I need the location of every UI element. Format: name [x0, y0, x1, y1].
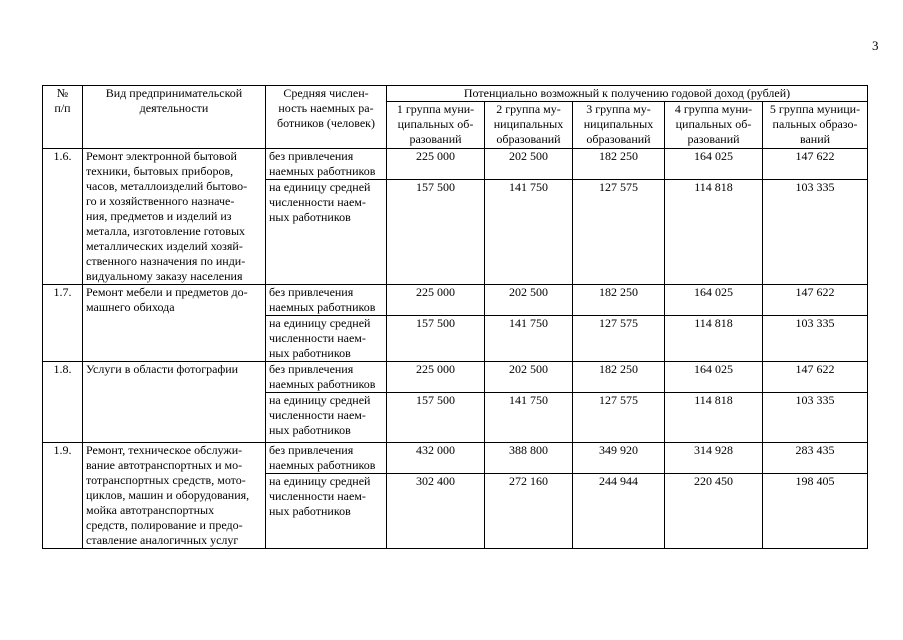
income-value-group-3: 127 575	[573, 393, 665, 443]
activity-cell: Ремонт электронной бытовой техники, бытовых приборов, часов, металлоизделий бытово- го и хозяйственного назначе- ния, предметов и изделий из металла, изготовление готовых металлических изделий хозяй- ственного назначения по инди- видуальному заказу населения	[83, 149, 266, 285]
income-value-group-1: 157 500	[387, 180, 485, 285]
table-row	[43, 285, 868, 316]
income-value-group-2: 202 500	[485, 285, 573, 316]
header-num: № п/п	[43, 86, 83, 149]
income-value-group-4: 164 025	[665, 149, 763, 180]
income-value-group-2: 388 800	[485, 443, 573, 474]
income-value-group-3: 182 250	[573, 362, 665, 393]
income-value-group-5: 147 622	[763, 149, 868, 180]
income-value-group-1: 432 000	[387, 443, 485, 474]
income-value-group-1: 225 000	[387, 149, 485, 180]
header-income: Потенциально возможный к получению годовой доход (рублей)	[387, 86, 868, 102]
income-value-group-2: 141 750	[485, 316, 573, 362]
header-group-2: 2 группа му- ниципальных образований	[485, 102, 573, 149]
table-row	[43, 362, 868, 393]
header-group-3: 3 группа му- ниципальных образований	[573, 102, 665, 149]
income-value-group-4: 114 818	[665, 180, 763, 285]
income-value-group-3: 182 250	[573, 285, 665, 316]
income-value-group-1: 302 400	[387, 474, 485, 549]
employees-cell: без привлечения наемных работников	[266, 285, 387, 316]
income-value-group-3: 127 575	[573, 316, 665, 362]
income-value-group-5: 283 435	[763, 443, 868, 474]
income-value-group-3: 127 575	[573, 180, 665, 285]
table-row	[43, 443, 868, 474]
employees-cell: без привлечения наемных работников	[266, 362, 387, 393]
income-value-group-1: 157 500	[387, 393, 485, 443]
income-value-group-5: 198 405	[763, 474, 868, 549]
income-value-group-2: 141 750	[485, 393, 573, 443]
employees-cell: без привлечения наемных работников	[266, 149, 387, 180]
income-value-group-3: 349 920	[573, 443, 665, 474]
income-value-group-5: 103 335	[763, 316, 868, 362]
income-value-group-4: 164 025	[665, 285, 763, 316]
income-value-group-3: 244 944	[573, 474, 665, 549]
employees-cell: на единицу средней численности наем- ных работников	[266, 316, 387, 362]
income-value-group-4: 314 928	[665, 443, 763, 474]
header-group-4: 4 группа муни- ципальных об- разований	[665, 102, 763, 149]
row-number: 1.7.	[43, 285, 83, 362]
income-value-group-2: 141 750	[485, 180, 573, 285]
employees-cell: без привлечения наемных работников	[266, 443, 387, 474]
income-value-group-4: 114 818	[665, 316, 763, 362]
employees-cell: на единицу средней численности наем- ных работников	[266, 393, 387, 443]
income-value-group-1: 157 500	[387, 316, 485, 362]
header-activity: Вид предпринимательской деятельности	[83, 86, 266, 149]
row-number: 1.9.	[43, 443, 83, 549]
header-employees: Средняя числен- ность наемных ра- ботников (человек)	[266, 86, 387, 149]
row-number: 1.6.	[43, 149, 83, 285]
row-number: 1.8.	[43, 362, 83, 443]
income-value-group-2: 202 500	[485, 149, 573, 180]
employees-cell: на единицу средней численности наем- ных работников	[266, 474, 387, 549]
income-value-group-4: 220 450	[665, 474, 763, 549]
activity-cell: Услуги в области фотографии	[83, 362, 266, 443]
table-row	[43, 149, 868, 180]
income-value-group-5: 103 335	[763, 180, 868, 285]
income-value-group-1: 225 000	[387, 285, 485, 316]
income-value-group-5: 147 622	[763, 285, 868, 316]
income-value-group-2: 272 160	[485, 474, 573, 549]
income-value-group-2: 202 500	[485, 362, 573, 393]
page-number: 3	[872, 38, 879, 53]
header-group-1: 1 группа муни- ципальных об- разований	[387, 102, 485, 149]
income-table	[42, 85, 868, 549]
income-value-group-4: 114 818	[665, 393, 763, 443]
income-value-group-5: 103 335	[763, 393, 868, 443]
income-value-group-4: 164 025	[665, 362, 763, 393]
activity-cell: Ремонт мебели и предметов до- машнего обихода	[83, 285, 266, 362]
income-value-group-1: 225 000	[387, 362, 485, 393]
income-value-group-3: 182 250	[573, 149, 665, 180]
activity-cell: Ремонт, техническое обслужи- вание автотранспортных и мо- тотранспортных средств, мото- циклов, машин и оборудования, мойка автотранспортных средств, полирование и предо- ставление аналогичных услуг	[83, 443, 266, 549]
header-group-5: 5 группа муници- пальных образо- ваний	[763, 102, 868, 149]
income-value-group-5: 147 622	[763, 362, 868, 393]
employees-cell: на единицу средней численности наем- ных работников	[266, 180, 387, 285]
